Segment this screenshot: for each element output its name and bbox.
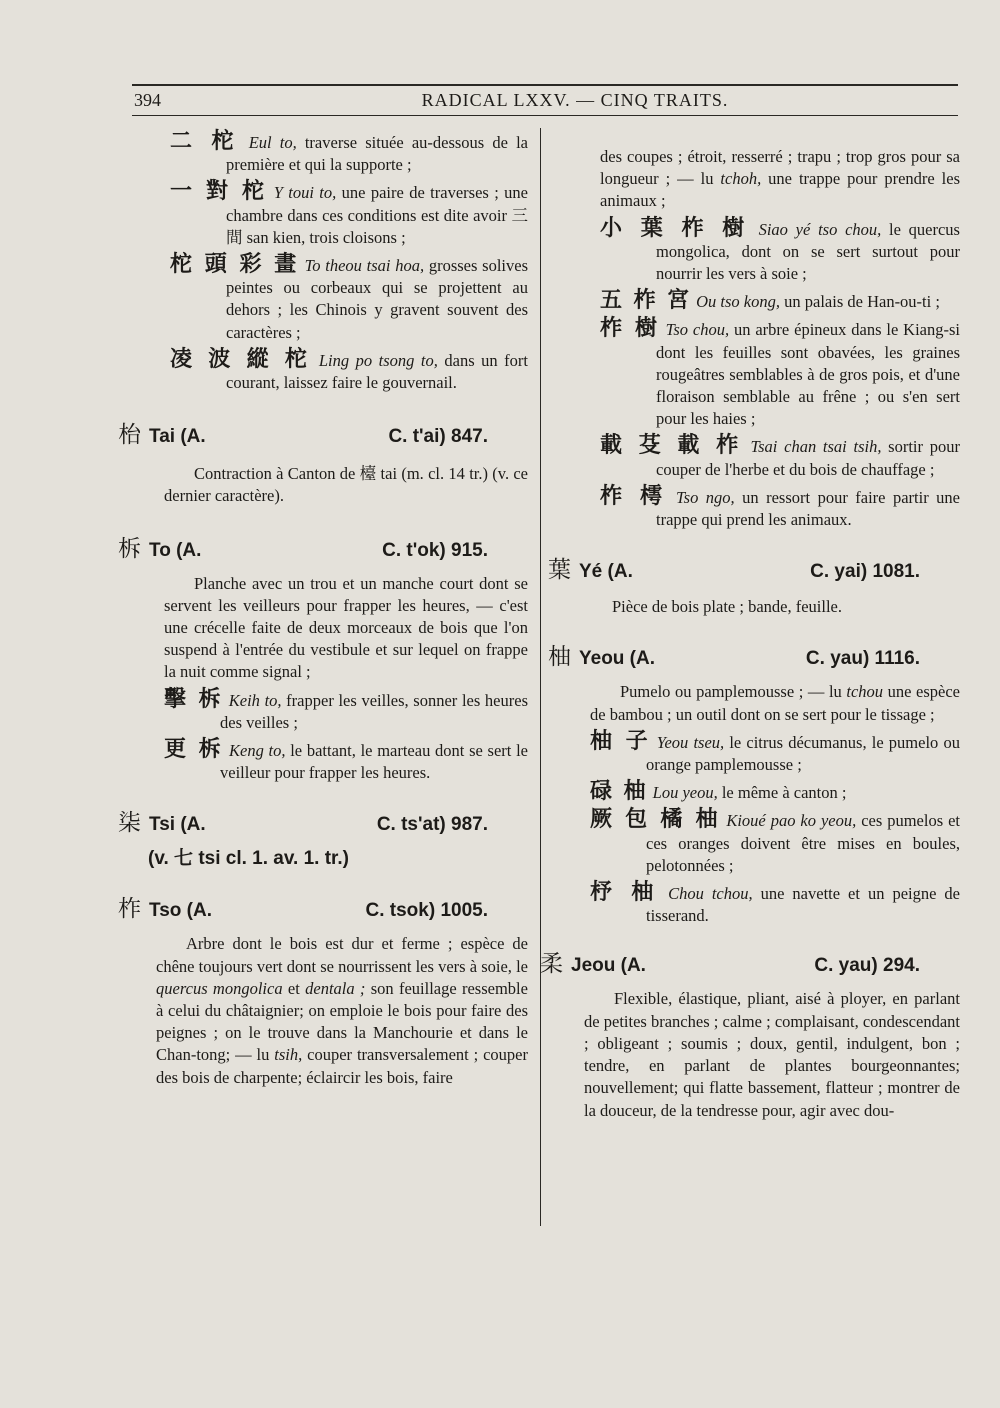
- entry-romanization: Yé (A.: [579, 561, 633, 583]
- entry-character: 柝: [118, 535, 141, 562]
- sub-entry-chars: 柁 頭 彩 畫: [170, 251, 300, 277]
- entry-heading-to: [118, 530, 528, 563]
- entry-canton-ref: C. tsok) 1005.: [365, 900, 488, 922]
- sub-entry-chars: 載 芟 載 柞: [600, 432, 744, 458]
- sub-entry-chars: 一 對 柁: [170, 178, 269, 204]
- sub-entry-chars: 五 柞 宮: [600, 287, 693, 313]
- sub-entry: [540, 727, 960, 776]
- entry-canton-ref: C. t'ok) 915.: [382, 539, 488, 561]
- romanization: Chou tchou,: [668, 884, 753, 904]
- romanization: Ling po tsong to,: [318, 350, 438, 370]
- entry-text: couper transversalement ; couper des bois de charpente; éclaircir les bois, faire: [156, 1045, 529, 1087]
- definition: ces pumelos et ces oranges doivent être mises en boules, pelotonnées ;: [646, 811, 961, 875]
- entry-canton-ref: C. ts'at) 987.: [376, 814, 488, 836]
- romanization: Yeou tseu,: [656, 732, 725, 752]
- entry-character: 柒: [118, 810, 141, 837]
- entry-canton-ref: C. yai) 1081.: [810, 561, 920, 583]
- romanization: Lou yeou,: [652, 783, 718, 803]
- romanization: Siao yé tso chou,: [758, 219, 882, 239]
- entry-romanization: Tso (A.: [149, 900, 212, 922]
- sub-entry-chars: 厥 包 橘 柚: [590, 806, 722, 832]
- entry-body: Pièce de bois plate ; bande, feuille.: [612, 597, 843, 617]
- entry-character: 葉: [548, 557, 571, 584]
- entry-romanization: Yeou (A.: [579, 648, 656, 670]
- romanization: tchoh,: [720, 169, 762, 189]
- cross-reference-text: (v. 七 tsi cl. 1. av. 1. tr.): [148, 848, 349, 870]
- entry-romanization: Jeou (A.: [571, 955, 646, 977]
- definition: dans un fort courant, laissez faire le gouvernail.: [226, 350, 528, 393]
- romanization: Y toui to,: [273, 183, 337, 203]
- romanization: Kioué pao ko yeou,: [726, 811, 857, 831]
- sub-entry-chars: 柞 樗: [600, 482, 669, 508]
- definition: traverse située au-dessous de la première et qui la supporte ;: [226, 133, 528, 175]
- sub-entry-chars: 柞 樹: [600, 315, 661, 341]
- entry-canton-ref: C. t'ai) 847.: [388, 426, 488, 448]
- definition: une paire de traverses ; une chambre dans ces conditions est dite avoir 三 間 san kien, trois cloisons ;: [226, 183, 528, 247]
- entry-heading-tai: [118, 416, 528, 449]
- sub-entry-chars: 杼 柚: [590, 879, 661, 905]
- sub-entry: [540, 214, 960, 286]
- sub-entry: [118, 345, 528, 394]
- sub-entry: [540, 808, 960, 877]
- romanization: tsih,: [274, 1045, 303, 1065]
- entry-text: une espèce de bambou ; un outil dont on se sert pour le tissage ;: [590, 682, 960, 724]
- definition: le battant, le marteau dont se sert le veilleur pour frapper les heures.: [220, 741, 528, 783]
- entry-text: une trappe pour prendre les animaux ;: [600, 169, 960, 211]
- romanization: To theou tsai hoa,: [304, 256, 425, 276]
- page-header: [132, 84, 958, 116]
- entry-body: Contraction à Canton de 檯 tai (m. cl. 14 tr.) (v. ce dernier caractère).: [164, 464, 528, 506]
- entry-canton-ref: C. yau) 1116.: [805, 648, 920, 670]
- entry-heading-ye: [540, 551, 960, 584]
- sub-entry: [540, 317, 960, 430]
- entry-text: Pumelo ou pamplemousse ; — lu: [620, 682, 847, 702]
- sub-entry: [118, 738, 528, 784]
- entry-character: 柚: [548, 644, 571, 671]
- sub-entry: [118, 253, 528, 344]
- entry-character: 枱: [118, 422, 141, 449]
- sub-entry: [540, 289, 960, 313]
- definition: frapper les veilles, sonner les heures des veilles ;: [220, 690, 528, 732]
- entry-body: [590, 681, 960, 725]
- sub-entry-chars: 小 葉 柞 樹: [600, 214, 751, 240]
- entry-body: [156, 933, 528, 1088]
- romanization: Eul to,: [248, 133, 297, 152]
- sub-entry: [118, 180, 528, 249]
- sub-entry: [540, 434, 960, 480]
- definition: un ressort pour faire partir une trappe qui prend les animaux.: [656, 487, 960, 530]
- sub-entry: [540, 881, 960, 927]
- entry-body: Planche avec un trou et un manche court dont se servent les veilleurs pour frapper les heures, — c'est une crécelle faite de deux morceaux de bois que l'on suspend à l'entrée du vestibule et sur lequel on frappe la nuit comme signal ;: [164, 573, 528, 682]
- romanization: Keih to,: [228, 690, 282, 710]
- romanization: Keng to,: [228, 741, 286, 761]
- latin-name: quercus mongolica: [156, 978, 283, 998]
- sub-entry-chars: 柚 子: [590, 727, 652, 753]
- entry-character: 柞: [118, 896, 141, 923]
- entry-romanization: Tsi (A.: [149, 814, 206, 836]
- romanization: Tso ngo,: [676, 487, 735, 507]
- romanization: Tsai chan tsai tsih,: [750, 437, 882, 457]
- entry-text: son feuillage ressemble à celui du châtaignier; on emploie le bois pour faire des peignes ; on le trouve dans la Manchourie et dans le Chan-tong; — lu: [156, 978, 528, 1065]
- definition: un arbre épineux dans le Kiang-si dont les feuilles sont obavées, les graines rougeâtres semblables à de gros pois, et d'une floraison semblable au frêne ; ou s'en sert pour les haies ;: [656, 320, 960, 429]
- left-column: [118, 130, 528, 1089]
- definition: le quercus mongolica, dont on se sert surtout pour nourrir les vers à soie ;: [656, 219, 960, 284]
- romanization: Tso chou,: [665, 320, 730, 340]
- sub-entry: [118, 130, 528, 176]
- sub-entry: [118, 685, 528, 734]
- romanization: tchou: [846, 682, 884, 702]
- definition: le même à canton ;: [717, 783, 847, 803]
- header-rule-bottom: [132, 115, 958, 116]
- definition: un palais de Han-ou-ti ;: [780, 292, 940, 312]
- entry-heading-tsi: [118, 804, 528, 837]
- sub-entry: [540, 482, 960, 531]
- latin-name: dentala ;: [305, 978, 366, 998]
- definition: le citrus décumanus, le pumelo ou orange pamplemousse ;: [646, 732, 960, 775]
- running-title: RADICAL LXXV. — CINQ TRAITS.: [421, 90, 729, 110]
- cross-reference: [148, 843, 528, 870]
- sub-entry-chars: 更 柝: [164, 736, 225, 762]
- entry-text: des coupes ; étroit, resserré ; trapu ; trop gros pour sa longueur ; — lu: [600, 147, 960, 189]
- entry-body: Flexible, élastique, pliant, aisé à ployer, en parlant de petites branches ; calme ; complaisant, condescendant ; obligeant ; soumis ; doux, gentil, indulgent, bon ; tendre, en parlant de plantes bourgeonnantes; nouvellement; qui flatte bassement, flatteur ; montrer de la douceur, de la tendresse pour, agir avec dou-: [584, 989, 960, 1120]
- header-rule-top: [132, 84, 958, 86]
- entry-character: 柔: [540, 951, 563, 978]
- romanization: Ou tso kong,: [696, 292, 781, 312]
- definition: une navette et un peigne de tisserand.: [646, 884, 960, 926]
- sub-entry-chars: 凌 波 縱 柁: [170, 345, 313, 371]
- entry-body-continued: [600, 146, 960, 213]
- entry-text: Arbre dont le bois est dur et ferme ; espèce de chêne toujours vert dont se nourrissent les vers à soie, le: [156, 934, 528, 976]
- entry-heading-tso: [118, 890, 528, 923]
- sub-entry-chars: 碌 柚: [590, 778, 649, 804]
- entry-canton-ref: C. yau) 294.: [814, 955, 920, 977]
- definition: sortir pour couper de l'herbe et du bois de chauffage ;: [656, 437, 960, 479]
- right-column: [540, 130, 960, 1122]
- sub-entry-chars: 二 柁: [170, 128, 241, 153]
- entry-romanization: To (A.: [149, 539, 202, 561]
- sub-entry: [540, 780, 960, 804]
- entry-romanization: Tai (A.: [149, 426, 206, 448]
- entry-heading-yeou: [540, 638, 960, 671]
- page-number: 394: [134, 90, 161, 110]
- definition: grosses solives peintes ou corbeaux qui se projettent au dehors ; les Chinois y gravent souvent des caractères ;: [226, 256, 528, 342]
- entry-heading-jeou: [540, 945, 960, 978]
- entry-text: et: [282, 978, 306, 998]
- sub-entry-chars: 擊 柝: [164, 685, 225, 711]
